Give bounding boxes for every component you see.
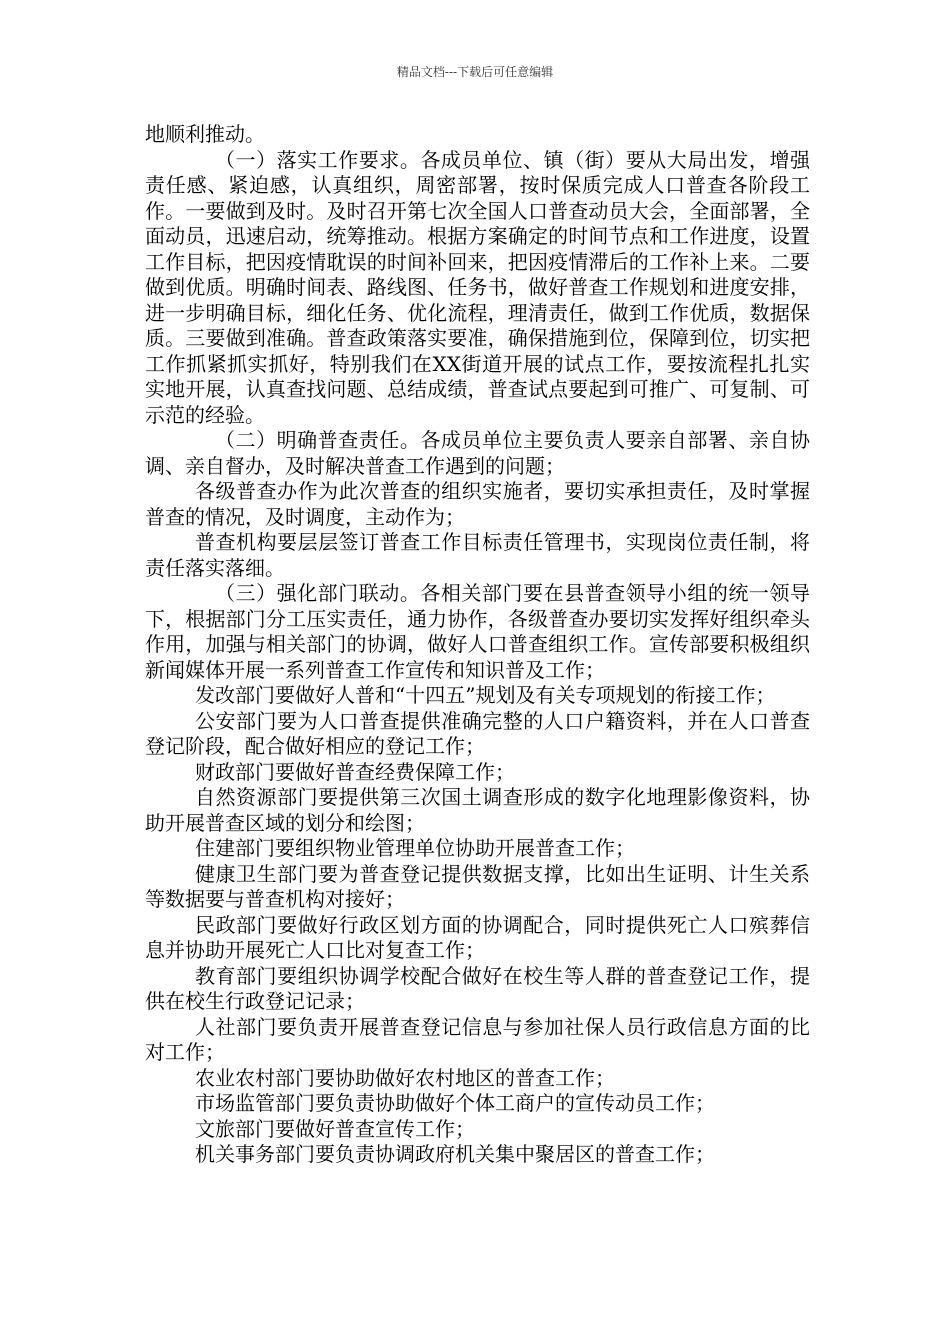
paragraph-item: 住建部门要组织物业管理单位协助开展普查工作； <box>195 836 635 860</box>
paragraph-item: 文旅部门要做好普查宣传工作； <box>195 1116 475 1141</box>
paragraph-item: 普查机构要层层签订普查工作目标责任管理书，实现岗位责任制，将责任落实落细。 <box>145 530 810 580</box>
paragraph-item: 健康卫生部门要为普查登记提供数据支撑，比如出生证明、计生关系等数据要与普查机构对接好； <box>145 861 810 911</box>
paragraph-item: 自然资源部门要提供第三次国土调查形成的数字化地理影像资料，协助开展普查区域的划分和绘图； <box>145 785 810 835</box>
paragraph-item: 教育部门要组织协调学校配合做好在校生等人群的普查登记工作，提供在校生行政登记记录； <box>145 963 810 1013</box>
document-body <box>145 122 810 1168</box>
paragraph-item: 人社部门要负责开展普查登记信息与参加社保人员行政信息方面的比对工作； <box>145 1014 810 1064</box>
paragraph-item: 公安部门要为人口普查提供准确完整的人口户籍资料，并在人口普查登记阶段，配合做好相应的登记工作； <box>145 708 810 758</box>
paragraph-continuation: 地顺利推动。 <box>145 122 265 146</box>
paragraph-item: 发改部门要做好人普和“十四五”规划及有关专项规划的衔接工作； <box>195 683 776 707</box>
paragraph-item: 市场监管部门要负责协助做好个体工商户的宣传动员工作； <box>195 1091 715 1115</box>
paragraph-section-3: （三）强化部门联动。各相关部门要在县普查领导小组的统一领导下，根据部门分工压实责任，通力协作，各级普查办要切实发挥好组织牵头作用，加强与相关部门的协调，做好人口普查组织工作。宣传部要积极组织新闻媒体开展一系列普查工作宣传和知识普及工作； <box>145 581 810 682</box>
paragraph-item: 财政部门要做好普查经费保障工作； <box>195 759 515 784</box>
paragraph-section-2: （二）明确普查责任。各成员单位主要负责人要亲自部署、亲自协调、亲自督办，及时解决普查工作遇到的问题； <box>145 428 810 478</box>
paragraph-item: 农业农村部门要协助做好农村地区的普查工作； <box>195 1065 615 1090</box>
paragraph-item: 各级普查办作为此次普查的组织实施者，要切实承担责任，及时掌握普查的情况，及时调度，主动作为； <box>145 479 810 529</box>
paragraph-item: 机关事务部门要负责协调政府机关集中聚居区的普查工作； <box>195 1142 715 1166</box>
page-header-note: 精品文档---下载后可任意编辑 <box>396 65 554 79</box>
paragraph-section-1: （一）落实工作要求。各成员单位、镇（街）要从大局出发，增强责任感、紧迫感，认真组织，周密部署，按时保质完成人口普查各阶段工作。一要做到及时。及时召开第七次全国人口普查动员大会，全面部署，全面动员，迅速启动，统筹推动。根据方案确定的时间节点和工作进度，设置工作目标，把因疫情耽误的时间补回来，把因疫情滞后的工作补上来。二要做到优质。明确时间表、路线图、任务书，做好普查工作规划和进度安排，进一步明确目标，细化任务、优化流程，理清责任，做到工作优质，数据保质。三要做到准确。普查政策落实要准，确保措施到位，保障到位，切实把工作抓紧抓实抓好，特别我们在XX街道开展的试点工作，要按流程扎扎实实地开展，认真查找问题、总结成绩，普查试点要起到可推广、可复制、可示范的经验。 <box>145 147 810 427</box>
paragraph-item: 民政部门要做好行政区划方面的协调配合，同时提供死亡人口殡葬信息并协助开展死亡人口比对复查工作； <box>145 912 810 962</box>
